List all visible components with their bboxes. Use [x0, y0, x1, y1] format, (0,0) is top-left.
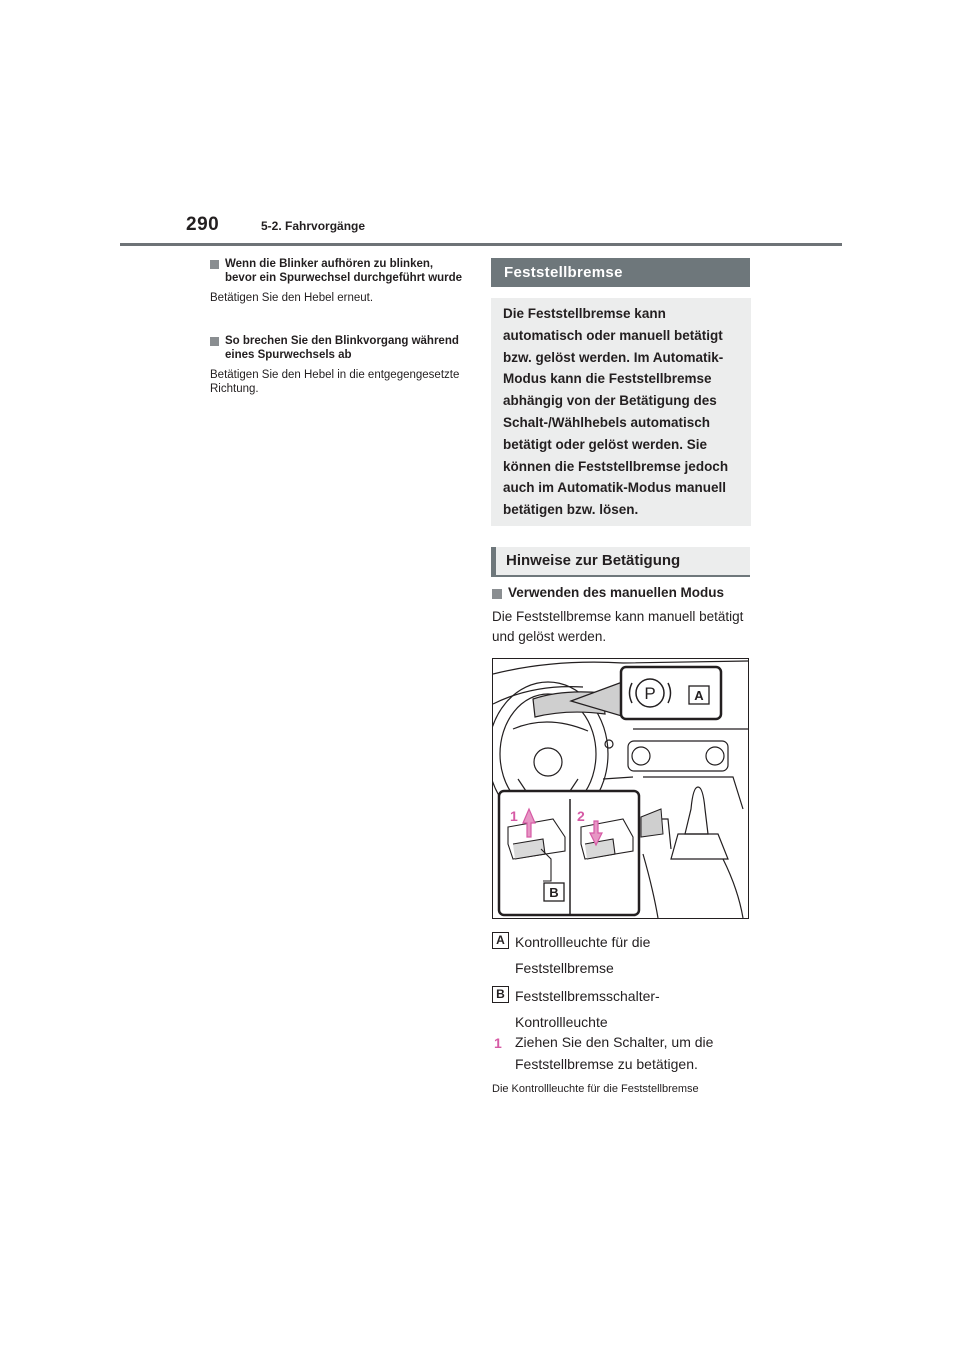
step-1-label: 1 — [510, 808, 518, 824]
left-item-2 — [210, 334, 465, 396]
legend-tag: B — [492, 986, 509, 1003]
legend-text: Kontrollleuchte für die Feststellbremse — [515, 934, 651, 976]
callout-a-label: A — [694, 688, 704, 703]
square-bullet-icon — [210, 337, 219, 346]
square-bullet-icon — [492, 589, 502, 599]
legend-item-a — [492, 929, 750, 979]
legend-tag: A — [492, 932, 509, 949]
section-banner: Feststellbremse — [491, 258, 750, 287]
legend-text: Feststellbremsschalter-Kontrollleuchte — [515, 988, 660, 1030]
section-title: 5-2. Fahrvorgänge — [261, 219, 366, 233]
subheading-text: Verwenden des manuellen Modus — [508, 585, 725, 600]
item-heading — [210, 257, 465, 285]
body-text: Die Feststellbremse kann manuell betätigt und gelöst werden. — [492, 609, 744, 644]
item-heading-text: Wenn die Blinker aufhören zu blinken, bevor ein Spurwechsel durchgeführt wurde — [225, 258, 463, 284]
item-body: Betätigen Sie den Hebel in die entgegengesetzte Richtung. — [210, 369, 460, 395]
step-2-label: 2 — [577, 808, 585, 824]
note-text: Die Kontrollleuchte für die Feststellbremse — [492, 1083, 699, 1095]
square-bullet-icon — [210, 260, 219, 269]
item-body: Betätigen Sie den Hebel erneut. — [210, 292, 374, 304]
subheading — [491, 585, 724, 600]
sub-banner: Hinweise zur Betätigung — [491, 547, 750, 577]
callout-b-label: B — [549, 885, 559, 900]
step-text: Ziehen Sie den Schalter, um die Feststellbremse zu betätigen. — [515, 1034, 714, 1072]
left-item-1 — [210, 257, 465, 305]
indicator-symbol: P — [644, 684, 656, 703]
intro-box: Die Feststellbremse kann automatisch oder manuell betätigt bzw. gelöst werden. Im Automatik-Modus kann die Feststellbremse abhängig von der Betätigung des Schalt-/Wählhebels automatisch betätigt oder gelöst werden. Sie können die Feststellbremse jedoch auch im Automatik-Modus manuell betätigen bzw. lösen. — [491, 298, 751, 526]
parking-brake-illustration — [492, 658, 749, 919]
legend-item-b — [492, 983, 750, 1033]
illustration-svg — [493, 659, 748, 918]
page-number: 290 — [186, 214, 220, 235]
step-number: 1 — [494, 1035, 502, 1051]
item-heading — [210, 334, 465, 362]
header-rule — [120, 243, 842, 246]
item-heading-text: So brechen Sie den Blinkvorgang während eines Spurwechsels ab — [225, 335, 459, 361]
